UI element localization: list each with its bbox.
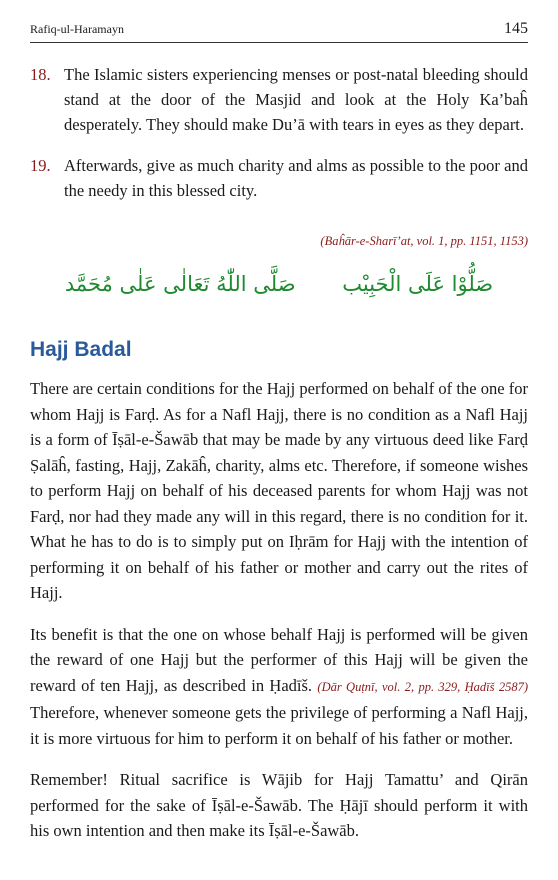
list-item bbox=[30, 62, 528, 137]
inline-reference: (Dār Quṭnī, vol. 2, pp. 329, Ḥadīš 2587) bbox=[317, 679, 529, 694]
list-item-number: 18. bbox=[30, 65, 51, 84]
section-body bbox=[30, 376, 528, 860]
blessing-left: صَلَّى اللّٰهُ تَعَالٰى عَلٰى مُحَمَّد bbox=[64, 272, 296, 296]
paragraph: There are certain conditions for the Hajj performed on behalf of the one for whom Hajj is Farḍ. As for a Nafl Hajj, there is no condition as a Nafl Hajj is a form of Īṣāl-e-Šawāb that may be made by any virtuous deed like Farḍ Ṣalāĥ, fasting, Hajj, Zakāĥ, charity, alms etc. Therefore, if someone wishes to perform Hajj on behalf of his deceased parents for whom Hajj was not Farḍ, nor had they made any will in this regard, there is no condition for it. What he has to do is to simply put on Iḥrām for Hajj with the intention of performing it on behalf of his father or mother and carry out the rites of Hajj. bbox=[30, 379, 528, 602]
list-item-text: The Islamic sisters experiencing menses or post-natal bleeding should stand at the door of the Masjid and look at the Holy Ka’baĥ desperately. They should make Du’ā with tears in eyes as they depart. bbox=[64, 65, 528, 134]
paragraph-text: Therefore, whenever someone gets the privilege of performing a Nafl Hajj, it is more virtuous for him to perform it on behalf of his father or mother. bbox=[30, 703, 528, 748]
paragraph: Remember! Ritual sacrifice is Wājib for Hajj Tamattu’ and Qirān performed for the sake of Īṣāl-e-Šawāb. The Ḥājī should perform it with his own intention and then make its Īṣāl-e-Šawāb. bbox=[30, 770, 528, 840]
blessing-right: صَلُّوْا عَلَى الْحَبِيْب bbox=[342, 272, 494, 296]
numbered-list bbox=[30, 62, 528, 219]
citation: (Baĥār-e-Sharī’at, vol. 1, pp. 1151, 1153) bbox=[320, 234, 528, 248]
running-title: Rafiq-ul-Haramayn bbox=[30, 22, 124, 36]
blessing-line bbox=[0, 272, 558, 296]
page-header bbox=[30, 20, 528, 43]
section-heading: Hajj Badal bbox=[30, 338, 132, 361]
list-item-text: Afterwards, give as much charity and alms as possible to the poor and the needy in this blessed city. bbox=[64, 156, 528, 200]
paragraph bbox=[30, 622, 528, 752]
paragraph-text: Its benefit is that the one on whose behalf Hajj is performed will be given the reward of one Hajj but the performer of this Hajj will be given the reward of ten Hajj, as described in Ḥadīš. bbox=[30, 624, 528, 695]
page-number: 145 bbox=[504, 20, 528, 37]
list-item bbox=[30, 153, 528, 203]
list-item-number: 19. bbox=[30, 156, 51, 175]
